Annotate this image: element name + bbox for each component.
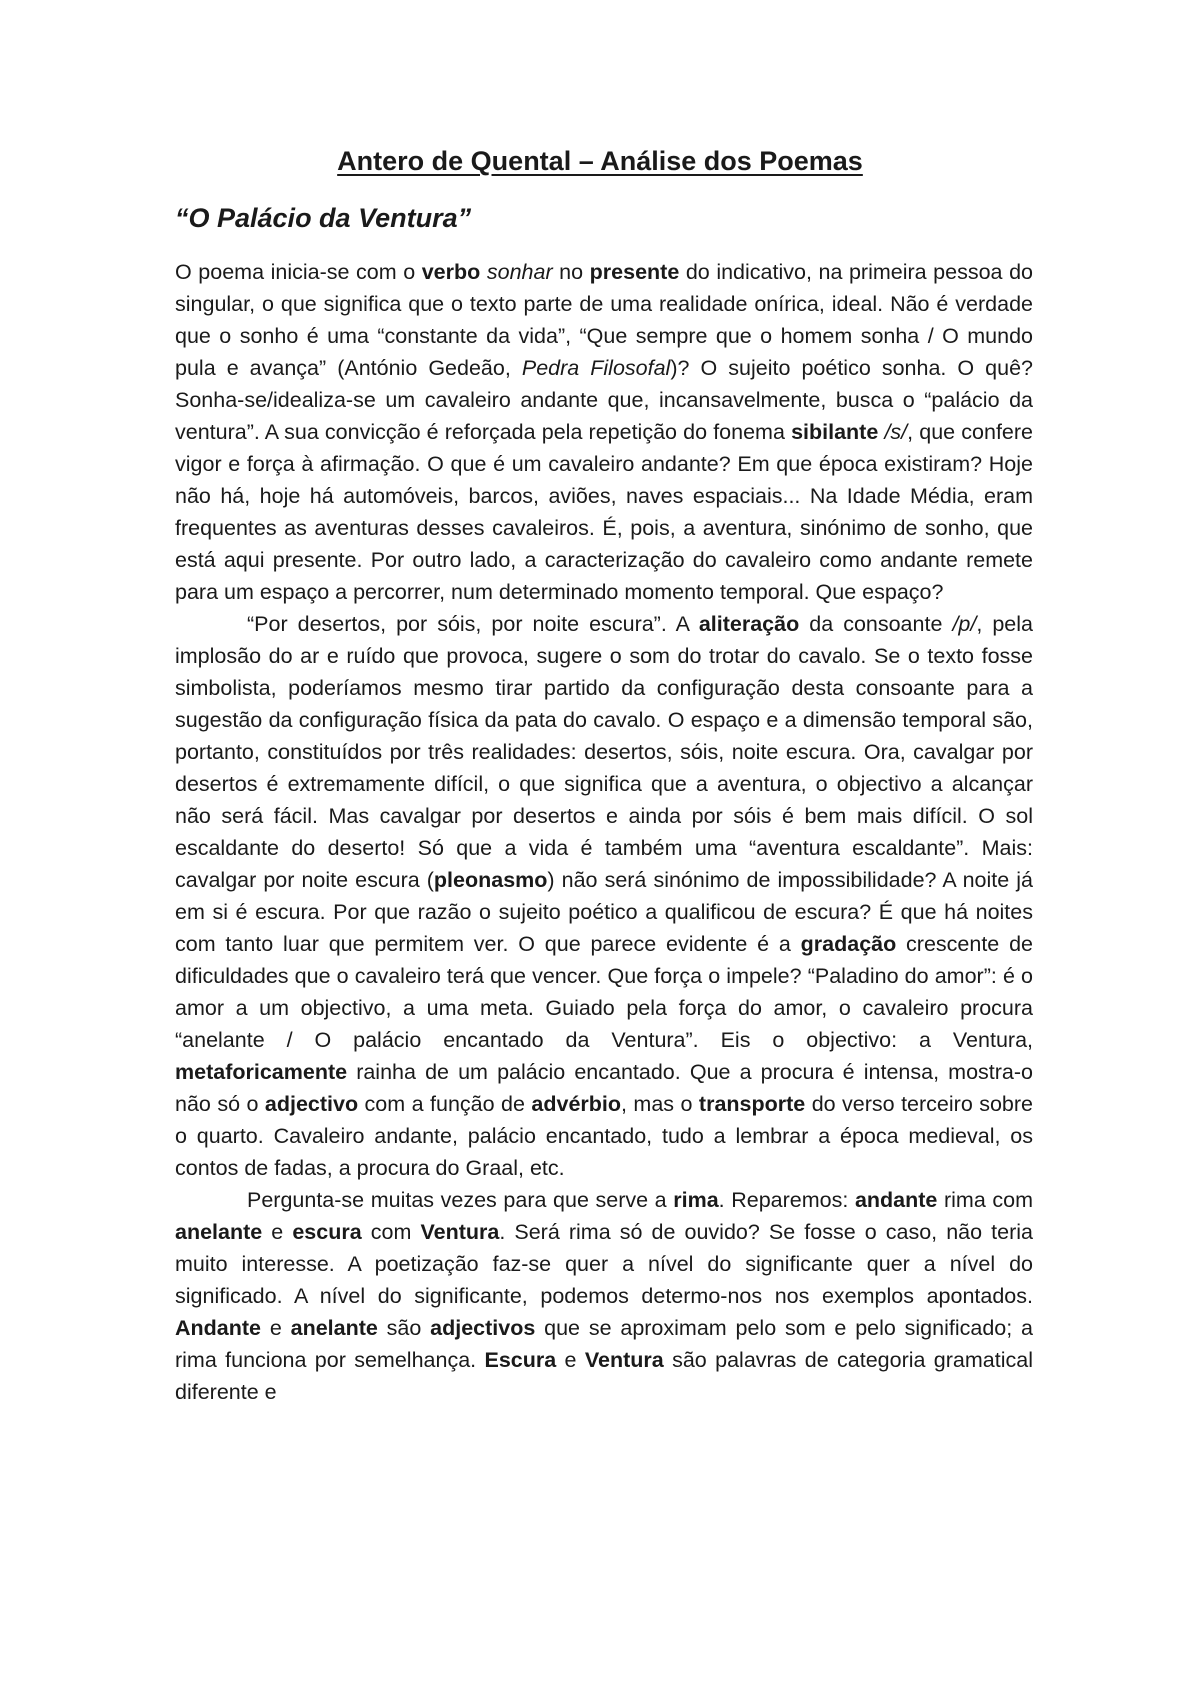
bold-term: pleonasmo: [433, 868, 548, 892]
bold-term: gradação: [800, 932, 897, 956]
bold-term: adjectivos: [430, 1316, 536, 1340]
bold-term: escura: [292, 1220, 362, 1244]
text-run: Pergunta-se muitas vezes para que serve a: [247, 1188, 674, 1212]
italic-term: sonhar: [486, 260, 553, 284]
text-run: e: [556, 1348, 585, 1372]
text-run: O poema inicia-se com o: [175, 260, 422, 284]
text-run: rima com: [937, 1188, 1033, 1212]
text-run: do indicativo, na primeira pessoa do singular, o que significa que o texto parte de uma realidade onírica, ideal. Não é verdade que o sonho é uma “constante da vida”, “Que sempre que o homem sonha / O mundo pula e avança” (António Gedeão,: [175, 260, 1033, 380]
text-run: , que confere vigor e força à afirmação. O que é um cavaleiro andante? Em que época existiram? Hoje não há, hoje há automóveis, barcos, aviões, naves espaciais... Na Idade Média, eram frequentes as aventuras desses cavaleiros. É, pois, a aventura, sinónimo de sonho, que está aqui presente. Por outro lado, a caracterização do cavaleiro como andante remete para um espaço a percorrer, num determinado momento temporal. Que espaço?: [175, 420, 1033, 604]
bold-term: anelante: [290, 1316, 378, 1340]
poem-title: “O Palácio da Ventura”: [175, 203, 472, 233]
text-run: [480, 260, 487, 284]
bold-term: andante: [854, 1188, 938, 1212]
paragraph: [175, 1184, 1033, 1408]
text-run: ) não será sinónimo de impossibilidade? A noite já em si é escura. Por que razão o sujeito poético a qualificou de escura? É que há noites com tanto luar que permitem ver. O que parece evidente é a: [175, 868, 1033, 956]
bold-term: anelante: [175, 1220, 263, 1244]
italic-term: /s/: [884, 420, 908, 444]
paragraph: [175, 256, 1033, 608]
bold-term: Ventura: [420, 1220, 500, 1244]
bold-term: Ventura: [584, 1348, 664, 1372]
text-run: da consoante: [799, 612, 953, 636]
text-run: . Será rima só de ouvido? Se fosse o caso, não teria muito interesse. A poetização faz-se quer a nível do significante quer a nível do significado. A nível do significante, podemos determo-nos nos exemplos apontados.: [175, 1220, 1033, 1308]
text-run: do verso terceiro sobre o quarto. Cavaleiro andante, palácio encantado, tudo a lembrar a época medieval, os contos de fadas, a procura do Graal, etc.: [175, 1092, 1034, 1180]
analysis-body: [175, 256, 1033, 1408]
text-run: . Reparemos:: [718, 1188, 855, 1212]
text-run: no: [552, 260, 590, 284]
text-run: e: [261, 1316, 291, 1340]
text-run: com a função de: [358, 1092, 532, 1116]
text-run: , pela implosão do ar e ruído que provoca, sugere o som do trotar do cavalo. Se o texto fosse simbolista, poderíamos mesmo tirar partido da configuração desta consoante para a sugestão da configuração física da pata do cavalo. O espaço e a dimensão temporal são, portanto, constituídos por três realidades: desertos, sóis, noite escura. Ora, cavalgar por desertos é extremamente difícil, o que significa que a aventura, o objectivo a alcançar não será fácil. Mas cavalgar por desertos e ainda por sóis é bem mais difícil. O sol escaldante do deserto! Só que a vida é também uma “aventura escaldante”. Mais: cavalgar por noite escura (: [175, 612, 1033, 892]
bold-term: adjectivo: [264, 1092, 359, 1116]
text-run: são palavras de categoria gramatical diferente e: [175, 1348, 1033, 1404]
paragraph: [175, 608, 1033, 1184]
italic-term: Pedra Filosofal: [521, 356, 671, 380]
text-run: , mas o: [621, 1092, 699, 1116]
text-run: e: [262, 1220, 293, 1244]
bold-term: advérbio: [531, 1092, 622, 1116]
bold-term: verbo: [421, 260, 481, 284]
text-run: rainha de um palácio encantado. Que a procura é intensa, mostra-o não só o: [175, 1060, 1033, 1116]
document-title: Antero de Quental – Análise dos Poemas: [337, 146, 863, 176]
bold-term: sibilante: [791, 420, 879, 444]
bold-term: metaforicamente: [175, 1060, 348, 1084]
bold-term: transporte: [698, 1092, 806, 1116]
text-run: “Por desertos, por sóis, por noite escura”. A: [247, 612, 699, 636]
bold-term: Andante: [175, 1316, 261, 1340]
text-run: crescente de dificuldades que o cavaleiro terá que vencer. Que força o impele? “Paladino do amor”: é o amor a um objectivo, a uma meta. Guiado pela força do amor, o cavaleiro procura “anelante / O palácio encantado da Ventura”. Eis o objectivo: a Ventura,: [175, 932, 1033, 1052]
text-run: são: [377, 1316, 431, 1340]
text-run: )? O sujeito poético sonha. O quê? Sonha-se/idealiza-se um cavaleiro andante que, incansavelmente, busca o “palácio da ventura”. A sua convicção é reforçada pela repetição do fonema: [175, 356, 1034, 444]
bold-term: presente: [589, 260, 680, 284]
text-run: com: [361, 1220, 421, 1244]
text-run: que se aproximam pelo som e pelo significado; a rima funciona por semelhança.: [175, 1316, 1033, 1372]
italic-term: /p/: [952, 612, 977, 636]
bold-term: Escura: [484, 1348, 557, 1372]
bold-term: rima: [673, 1188, 719, 1212]
bold-term: aliteração: [698, 612, 800, 636]
